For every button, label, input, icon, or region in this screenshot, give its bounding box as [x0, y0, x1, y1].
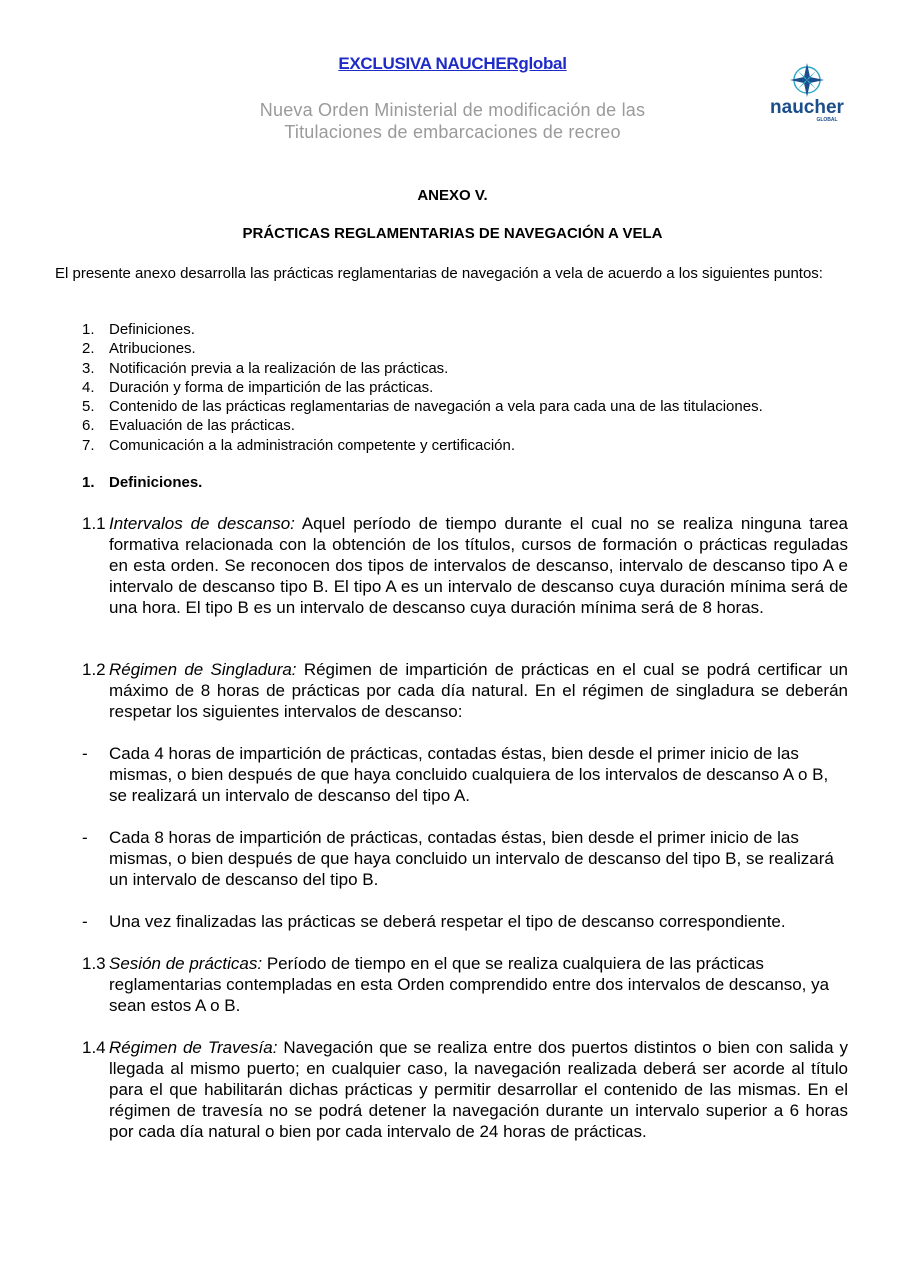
- logo-wordmark: naucher: [770, 97, 844, 118]
- list-item: [82, 378, 872, 397]
- item-body: [109, 659, 848, 722]
- bullet-dash: -: [82, 744, 88, 763]
- list-text: Atribuciones.: [109, 340, 196, 358]
- bullet-item: [82, 743, 848, 806]
- list-number: 1.: [82, 321, 95, 338]
- annex-subtitle: PRÁCTICAS REGLAMENTARIAS DE NAVEGACIÓN A VELA: [242, 225, 663, 242]
- item-text: Período de tiempo en el que se realiza cualquiera de las prácticas reglamentarias contempladas en esta Orden comprendido entre dos intervalos de descanso, ya sean estos A o B.: [109, 954, 830, 1015]
- subtitle-line-2: Titulaciones de embarcaciones de recreo: [284, 122, 621, 142]
- item-term: Régimen de Singladura:: [109, 660, 297, 679]
- list-number: 2.: [82, 340, 95, 358]
- section-number: 1.: [82, 474, 95, 491]
- list-number: 6.: [82, 417, 95, 435]
- intro-paragraph: El presente anexo desarrolla las prácticas reglamentarias de navegación a vela de acuerdo a los siguientes puntos:: [55, 265, 823, 282]
- item-text: Una vez finalizadas las prácticas se deberá respetar el tipo de descanso correspondiente.: [109, 912, 786, 931]
- list-item: [82, 397, 872, 416]
- list-text: Duración y forma de impartición de las prácticas.: [109, 378, 434, 396]
- subtitle-line-1: Nueva Orden Ministerial de modificación de las: [259, 100, 646, 120]
- list-number: 4.: [82, 378, 95, 396]
- definition-item: [82, 659, 848, 722]
- definition-item: [82, 1037, 848, 1142]
- item-body: [109, 1037, 848, 1142]
- logo-subtext: GLOBAL: [816, 117, 838, 123]
- bullet-item: [82, 911, 848, 932]
- list-item: [82, 339, 872, 358]
- list-text: Evaluación de las prácticas.: [109, 417, 295, 435]
- list-number: 7.: [82, 436, 95, 454]
- list-text: Definiciones.: [109, 321, 195, 338]
- item-label: 1.4: [82, 1038, 106, 1057]
- item-text: Cada 8 horas de impartición de prácticas, contadas éstas, bien desde el primer inicio de las mismas, o bien después de que haya concluido un intervalo de descanso del tipo B, se realizará un intervalo de descanso del tipo B.: [109, 828, 834, 889]
- compass-rose-icon: [790, 63, 824, 97]
- bullet-item: [82, 827, 848, 890]
- points-list: [82, 320, 872, 455]
- annex-title: ANEXO V.: [417, 187, 488, 204]
- definition-item: [82, 953, 848, 1016]
- list-number: 5.: [82, 398, 95, 416]
- list-text: Contenido de las prácticas reglamentarias de navegación a vela para cada una de las titulaciones.: [109, 398, 763, 416]
- item-body: [109, 513, 848, 618]
- list-text: Comunicación a la administración competente y certificación.: [109, 436, 516, 454]
- item-term: Régimen de Travesía:: [109, 1038, 278, 1057]
- list-item: [82, 359, 872, 378]
- item-term: Sesión de prácticas:: [109, 954, 263, 973]
- list-number: 3.: [82, 359, 95, 377]
- item-term: Intervalos de descanso:: [109, 514, 295, 533]
- bullet-dash: -: [82, 912, 88, 931]
- section-title: Definiciones.: [109, 474, 203, 491]
- item-text: Régimen de impartición de prácticas en el cual se podrá certificar un máximo de 8 horas de prácticas por cada día natural. En el régimen de singladura se deberán respetar los siguientes intervalos de descanso:: [109, 660, 848, 721]
- bullet-dash: -: [82, 828, 88, 847]
- item-body: [109, 827, 848, 890]
- item-body: [109, 953, 848, 1016]
- section-heading: [82, 474, 202, 491]
- item-label: 1.1: [82, 514, 106, 533]
- item-body: [109, 743, 848, 806]
- list-item: [82, 320, 872, 339]
- list-item: [82, 416, 872, 435]
- item-label: 1.2: [82, 660, 106, 679]
- exclusive-link[interactable]: EXCLUSIVA NAUCHERglobal: [338, 54, 567, 73]
- definition-item: [82, 513, 848, 618]
- item-label: 1.3: [82, 954, 106, 973]
- item-body: [109, 911, 848, 932]
- item-text: Aquel período de tiempo durante el cual no se realiza ninguna tarea formativa relacionada con la obtención de los títulos, cursos de formación o prácticas reguladas en esta orden. Se reconocen dos tipos de intervalos de descanso, intervalo de descanso tipo A e intervalo de descanso tipo B. El tipo A es un intervalo de descanso cuya duración mínima será de una hora. El tipo B es un intervalo de descanso cuya duración mínima será de 8 horas.: [109, 514, 848, 617]
- item-text: Cada 4 horas de impartición de prácticas, contadas éstas, bien desde el primer inicio de las mismas, o bien después de que haya concluido cualquiera de los intervalos de descanso A o B, se realizará un intervalo de descanso del tipo A.: [109, 744, 829, 805]
- list-text: Notificación previa a la realización de las prácticas.: [109, 359, 449, 377]
- list-item: [82, 436, 872, 455]
- naucher-logo: [765, 60, 855, 124]
- item-text: Navegación que se realiza entre dos puertos distintos o bien con salida y llegada al mismo puerto; en cualquier caso, la navegación realizada deberá ser acorde al título para el que habilitarán dichas prácticas y permitir desarrollar el contenido de las mismas. En el régimen de travesía no se podrá detener la navegación durante un intervalo superior a 6 horas por cada día natural o bien por cada intervalo de 24 horas de prácticas.: [109, 1038, 848, 1141]
